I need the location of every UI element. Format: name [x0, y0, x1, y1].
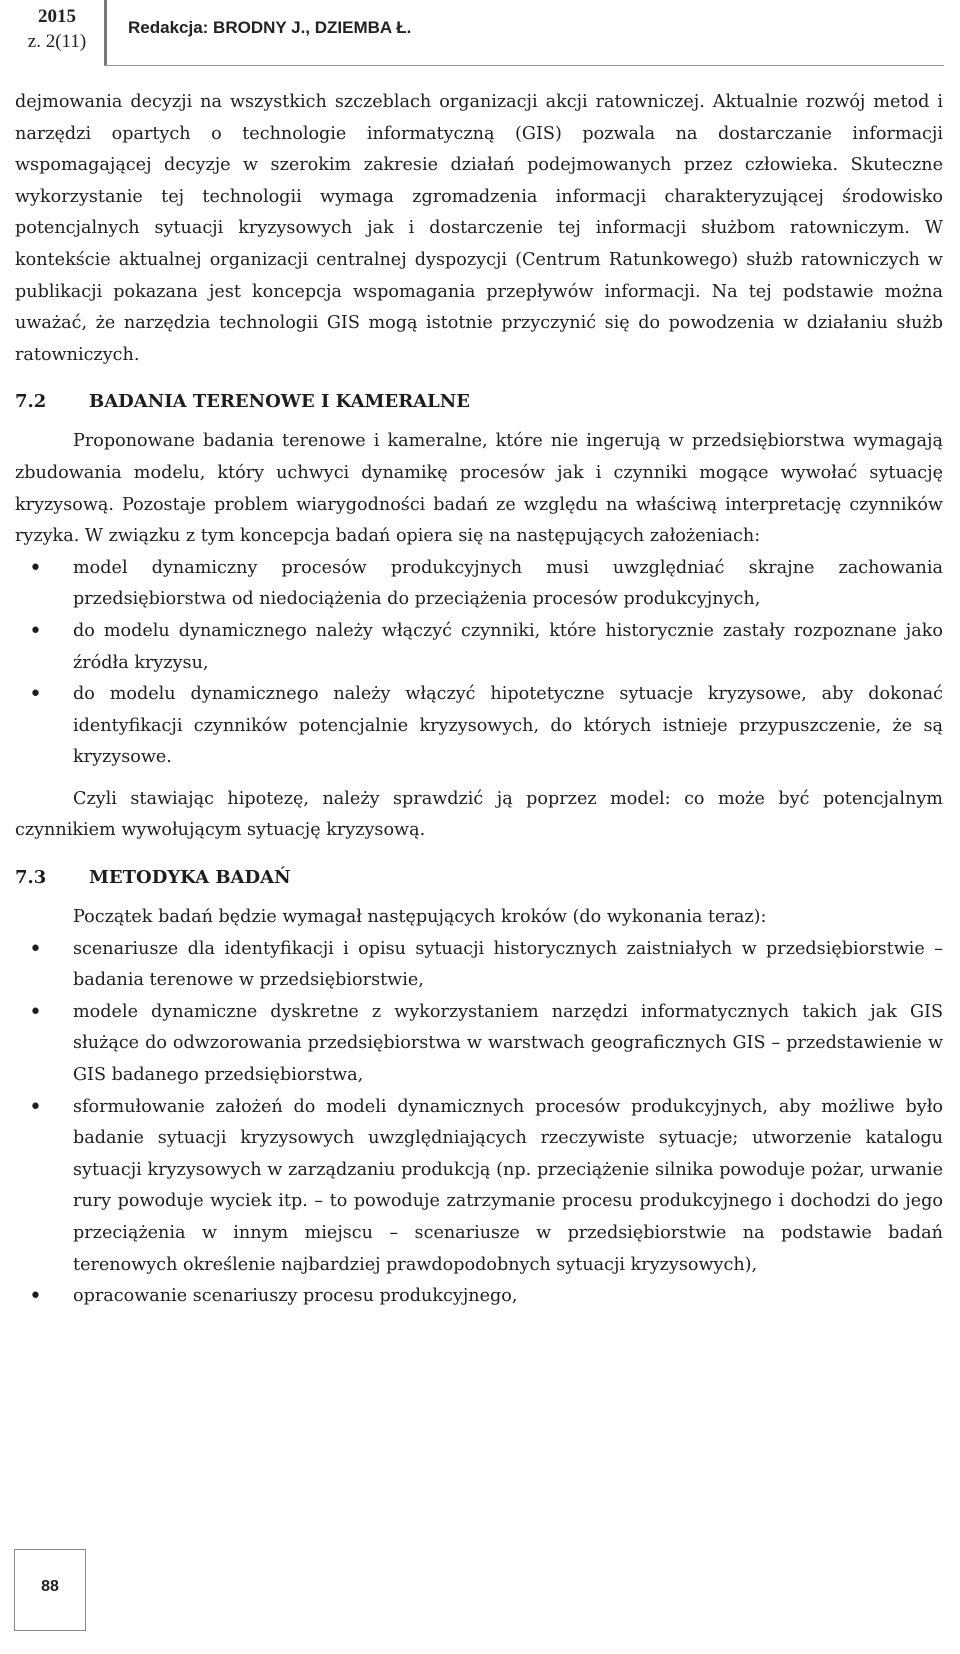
list-item: • scenariusze dla identyfikacji i opisu sytuacji historycznych zaistniałych w przedsiębiorstwie – badania terenowe w przedsiębiorstwie,: [15, 934, 943, 997]
list-item: • do modelu dynamicznego należy włączyć czynniki, które historycznie zastały rozpoznane jako źródła kryzysu,: [15, 616, 943, 679]
header-issue: z. 2(11): [27, 31, 87, 52]
section-lead-paragraph: Proponowane badania terenowe i kameralne, które nie ingerują w przedsiębiorstwa wymagają zbudowania modelu, który uchwyci dynamikę procesów jak i czynniki mogące wywołać sytuację kryzysową. Pozostaje problem wiarygodności badań ze względu na właściwą interpretację czynników ryzyka. W związku z tym koncepcja badań opiera się na następujących założeniach:: [15, 431, 943, 547]
section-heading-7-2: [15, 388, 943, 416]
section-closing-paragraph: Czyli stawiając hipotezę, należy sprawdzić ją poprzez model: co może być potencjalnym czynnikiem wywołującym sytuację kryzysową.: [15, 788, 943, 841]
list-item: • model dynamiczny procesów produkcyjnych musi uwzględniać skrajne zachowania przedsiębiorstwa od niedociążenia do przeciążenia procesów produkcyjnych,: [15, 553, 943, 616]
section-number: 7.3: [15, 867, 47, 889]
page-body: [15, 87, 943, 1313]
steps-list: [15, 934, 943, 1313]
list-item: • sformułowanie założeń do modeli dynamicznych procesów produkcyjnych, aby możliwe było badanie sytuacji kryzysowych uwzględniających rzeczywiste sytuacje; utworzenie katalogu sytuacji kryzysowych w zarządzaniu produkcją (np. przeciążenie silnika powoduje pożar, urwanie rury powoduje wyciek itp. – to powoduje zatrzymanie procesu produkcyjnego i dochodzi do jego przeciążenia w innym miejscu – scenariusze w przedsiębiorstwie na podstawie badań terenowych określenie najbardziej prawdopodobnych sytuacji kryzysowych),: [15, 1092, 943, 1282]
header-year: 2015: [38, 6, 76, 27]
intro-paragraph: dejmowania decyzji na wszystkich szczeblach organizacji akcji ratowniczej. Aktualnie rozwój metod i narzędzi opartych o technologie informatyczną (GIS) pozwala na dostarczanie informacji wspomagającej decyzje w szerokim zakresie działań podejmowanych przez człowieka. Skuteczne wykorzystanie tej technologii wymaga zgromadzenia informacji charakteryzującej środowisko potencjalnych sytuacji kryzysowych jak i dostarczenie tej informacji służbom ratowniczym. W kontekście aktualnej organizacji centralnej dyspozycji (Centrum Ratunkowego) służb ratowniczych w publikacji pokazana jest koncepcja wspomagania przepływów informacji. Na tej podstawie można uważać, że narzędzia technologii GIS mogą istotnie przyczynić się do powodzenia w działaniu służb ratowniczych.: [15, 92, 943, 365]
list-item: • opracowanie scenariuszy procesu produkcyjnego,: [15, 1281, 943, 1313]
header-vertical-rule: [104, 0, 107, 66]
section-title: BADANIA TERENOWE I KAMERALNE: [89, 391, 470, 413]
list-item: • do modelu dynamicznego należy włączyć hipotetyczne sytuacje kryzysowe, aby dokonać identyfikacji czynników potencjalnie kryzysowych, do których istnieje przypuszczenie, że są kryzysowe.: [15, 679, 943, 774]
header-divider: [104, 65, 944, 66]
list-item: • modele dynamiczne dyskretne z wykorzystaniem narzędzi informatycznych takich jak GIS służące do odwzorowania przedsiębiorstwa w warstwach geograficznych GIS – przedstawienie w GIS badanego przedsiębiorstwa,: [15, 997, 943, 1092]
assumptions-list: [15, 553, 943, 774]
section-title: METODYKA BADAŃ: [89, 867, 291, 889]
section-lead-paragraph: Początek badań będzie wymagał następujących kroków (do wykonania teraz):: [73, 907, 767, 928]
section-heading-7-3: [15, 864, 943, 892]
page-number: 88: [41, 1578, 59, 1595]
section-number: 7.2: [15, 391, 47, 413]
page-number-box: [14, 1549, 86, 1631]
header-editors: Redakcja: BRODNY J., DZIEMBA Ł.: [128, 18, 412, 37]
